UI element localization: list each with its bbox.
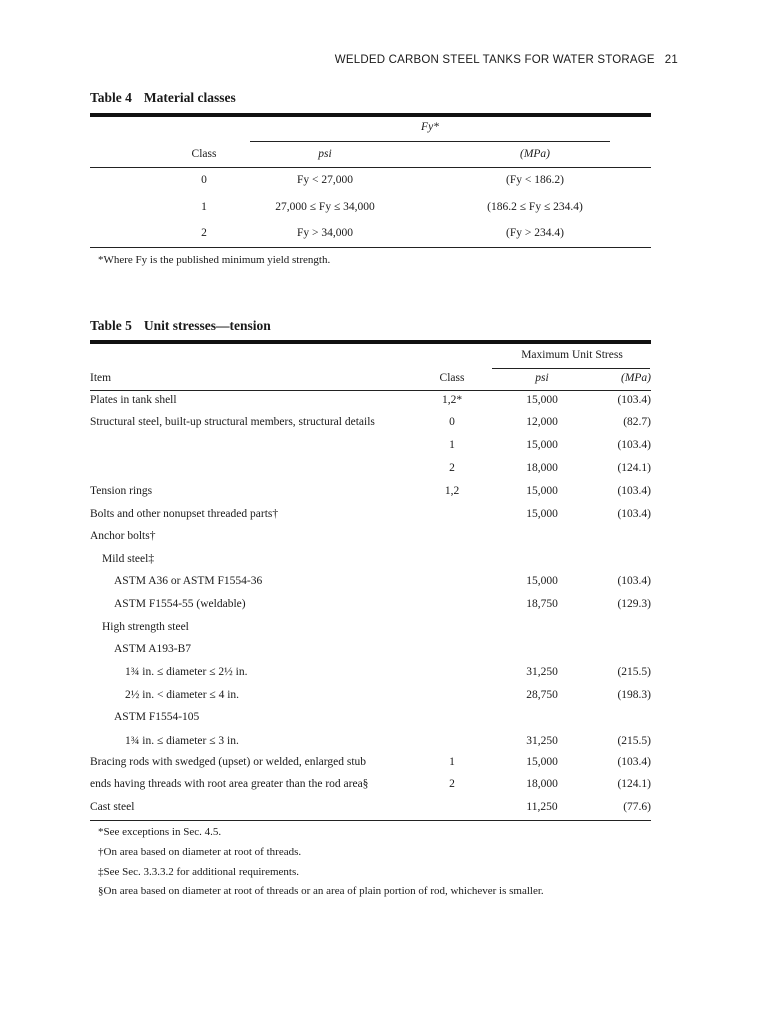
table5-bottom-rule bbox=[90, 820, 651, 821]
table5-group-header: Maximum Unit Stress bbox=[521, 349, 623, 361]
table5-cell-mpa: (103.4) bbox=[617, 575, 651, 587]
table5-cell-class: 1 bbox=[449, 756, 455, 768]
table5-footnote: §On area based on diameter at root of threads or an area of plain portion of rod, whichever is smaller. bbox=[98, 885, 544, 897]
table5-number: Table 5 bbox=[90, 318, 132, 333]
table5-cell-item: ASTM F1554-105 bbox=[114, 711, 200, 723]
table5-cell-item: Plates in tank shell bbox=[90, 394, 177, 406]
table5-cell-item: Mild steel‡ bbox=[102, 553, 155, 565]
table5-cell-mpa: (77.6) bbox=[623, 801, 651, 813]
table4-group-rule bbox=[250, 141, 610, 142]
table5-cell-psi: 15,000 bbox=[526, 508, 558, 520]
table5-footnote: *See exceptions in Sec. 4.5. bbox=[98, 826, 222, 838]
table5-footnote: †On area based on diameter at root of threads. bbox=[98, 846, 302, 858]
table5-cell-item: 1¾ in. ≤ diameter ≤ 3 in. bbox=[125, 735, 239, 747]
table4-caption bbox=[90, 90, 236, 106]
table5-cell-item: High strength steel bbox=[102, 621, 189, 633]
table4-cell-mpa: (186.2 ≤ Fy ≤ 234.4) bbox=[487, 201, 583, 213]
table5-cell-mpa: (103.4) bbox=[617, 439, 651, 451]
table5-cell-mpa: (103.4) bbox=[617, 485, 651, 497]
table5-cell-item: Bracing rods with swedged (upset) or welded, enlarged stub bbox=[90, 756, 367, 768]
table5-cell-mpa: (103.4) bbox=[617, 756, 651, 768]
table4-cell-psi: Fy < 27,000 bbox=[296, 174, 353, 186]
table5-cell-psi: 31,250 bbox=[526, 666, 558, 678]
table5-col-item: Item bbox=[90, 372, 112, 384]
table5-cell-psi: 18,000 bbox=[526, 778, 558, 790]
table5-cell-psi: 11,250 bbox=[526, 801, 558, 813]
table5-cell-mpa: (103.4) bbox=[617, 394, 651, 406]
table5-cell-psi: 12,000 bbox=[526, 416, 558, 428]
table5-cell-psi: 18,750 bbox=[526, 598, 558, 610]
table4-cell-class: 0 bbox=[201, 174, 207, 186]
table5-cell-class: 1,2* bbox=[441, 394, 463, 406]
table5-cell-class: 2 bbox=[449, 778, 455, 790]
table4-col-psi: psi bbox=[318, 148, 332, 160]
table5-cell-mpa: (215.5) bbox=[617, 735, 651, 747]
table5-cell-class: 1 bbox=[449, 439, 455, 451]
table5-cell-item: ends having threads with root area greater than the rod area§ bbox=[90, 778, 369, 790]
table4-col-mpa: (MPa) bbox=[519, 148, 550, 160]
table5-cell-item: 2½ in. < diameter ≤ 4 in. bbox=[125, 689, 240, 701]
table4-cell-mpa: (Fy > 234.4) bbox=[506, 227, 564, 239]
table4-cell-class: 1 bbox=[201, 201, 207, 213]
table4-cell-psi: Fy > 34,000 bbox=[296, 227, 353, 239]
table5-cell-psi: 15,000 bbox=[526, 485, 558, 497]
table5-top-rule bbox=[90, 340, 651, 344]
table5-cell-class: 0 bbox=[449, 416, 455, 428]
table5-cell-psi: 31,250 bbox=[526, 735, 558, 747]
table5-col-psi: psi bbox=[535, 372, 549, 384]
table4-col-class: Class bbox=[191, 148, 217, 160]
table5-cell-psi: 15,000 bbox=[526, 575, 558, 587]
running-head-title: WELDED CARBON STEEL TANKS FOR WATER STORAGE bbox=[334, 54, 655, 66]
table4-footnote: *Where Fy is the published minimum yield strength. bbox=[98, 254, 331, 266]
table5-cell-item: Anchor bolts† bbox=[90, 530, 156, 542]
table5-cell-mpa: (82.7) bbox=[623, 416, 651, 428]
table4-group-header-text: Fy* bbox=[421, 121, 439, 133]
table5-cell-mpa: (215.5) bbox=[617, 666, 651, 678]
table5-col-class: Class bbox=[439, 372, 465, 384]
table4-cell-psi: 27,000 ≤ Fy ≤ 34,000 bbox=[275, 201, 375, 213]
table5-cell-item: Tension rings bbox=[90, 485, 153, 497]
table5-header-rule bbox=[90, 390, 651, 391]
table5-cell-mpa: (124.1) bbox=[617, 778, 651, 790]
table5-title: Unit stresses—tension bbox=[143, 318, 271, 333]
table5-cell-psi: 15,000 bbox=[526, 756, 558, 768]
table5-footnote: ‡See Sec. 3.3.3.2 for additional requirements. bbox=[98, 866, 300, 878]
table5-cell-item: ASTM A36 or ASTM F1554-36 bbox=[114, 575, 263, 587]
table4-top-rule bbox=[90, 113, 651, 117]
table4-title: Material classes bbox=[143, 90, 236, 105]
table5-caption bbox=[90, 318, 271, 334]
table5-cell-class: 2 bbox=[449, 462, 455, 474]
table5-cell-item: Structural steel, built-up structural members, structural details bbox=[90, 416, 375, 428]
table5-cell-psi: 18,000 bbox=[526, 462, 558, 474]
running-head bbox=[335, 54, 678, 66]
table4-bottom-rule bbox=[90, 247, 651, 248]
table5-cell-mpa: (103.4) bbox=[617, 508, 651, 520]
table5-cell-mpa: (198.3) bbox=[617, 689, 651, 701]
page-number: 21 bbox=[664, 54, 678, 66]
table5-col-mpa: (MPa) bbox=[620, 372, 651, 384]
table5-cell-item: Cast steel bbox=[90, 801, 135, 813]
table5-cell-item: 1¾ in. ≤ diameter ≤ 2½ in. bbox=[125, 666, 248, 678]
table5-group-rule bbox=[492, 368, 650, 369]
table5-cell-item: Bolts and other nonupset threaded parts† bbox=[90, 508, 279, 520]
table4-cell-class: 2 bbox=[201, 227, 207, 239]
table5-cell-psi: 28,750 bbox=[526, 689, 558, 701]
table4-group-header bbox=[250, 121, 610, 133]
table5-cell-item: ASTM F1554-55 (weldable) bbox=[114, 598, 246, 610]
table5-cell-psi: 15,000 bbox=[526, 394, 558, 406]
table5-cell-item: ASTM A193-B7 bbox=[114, 643, 191, 655]
table4-number: Table 4 bbox=[90, 90, 132, 105]
table4-cell-mpa: (Fy < 186.2) bbox=[506, 174, 564, 186]
table4-header-rule bbox=[90, 167, 651, 168]
table5-cell-psi: 15,000 bbox=[526, 439, 558, 451]
table5-cell-mpa: (129.3) bbox=[617, 598, 651, 610]
table5-cell-class: 1,2 bbox=[444, 485, 460, 497]
table5-cell-mpa: (124.1) bbox=[617, 462, 651, 474]
